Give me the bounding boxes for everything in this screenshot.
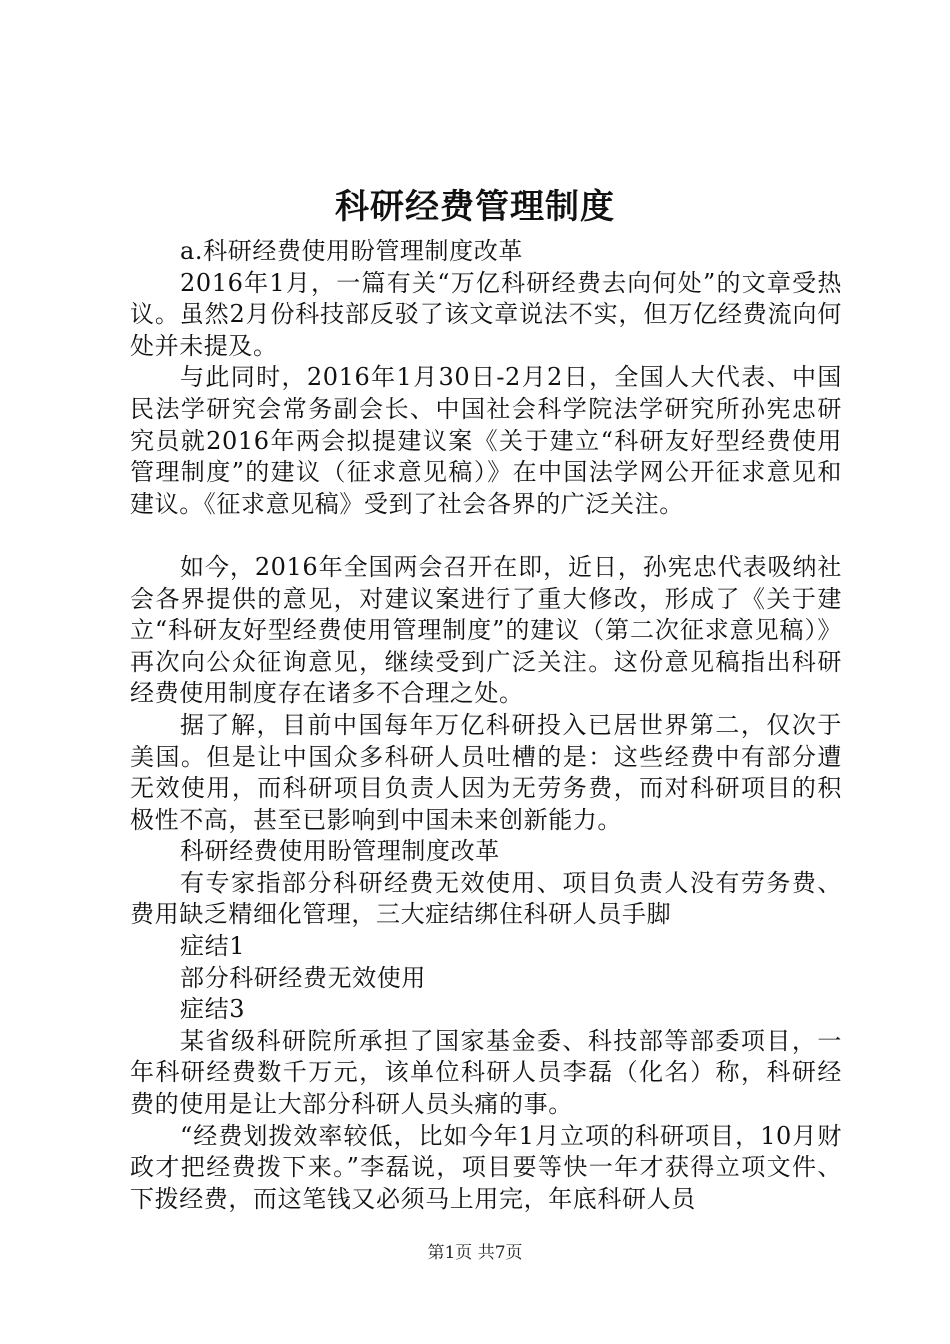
- section-heading: 部分科研经费无效使用: [180, 963, 426, 992]
- paragraph-subtitle: a.科研经费使用盼管理制度改革: [180, 237, 523, 265]
- document-title: 科研经费管理制度: [335, 187, 615, 227]
- page-number-footer: 第1页 共7页: [427, 1243, 523, 1263]
- paragraph: 与此同时，2016年1月30日-2月2日，全国人大代表、中国民法学研究会常务副会长、中国社会科学院法学研究所孙宪忠研究员就2016年两会拟提建议案《关于建立“科研友好型经费使用管理制度”的建议（征求意见稿）》在中国法学网公开征求意见和建议。《征求意见稿》受到了社会各界的广泛关注。: [130, 363, 842, 518]
- paragraph-gap: [130, 520, 842, 552]
- paragraph: 2016年1月，一篇有关“万亿科研经费去向何处”的文章受热议。虽然2月份科技部反驳了该文章说法不实，但万亿经费流向何处并未提及。: [130, 268, 842, 360]
- section-heading: 症结1: [180, 932, 246, 961]
- section-heading: 科研经费使用盼管理制度改革: [180, 837, 500, 866]
- paragraph: 有专家指部分科研经费无效使用、项目负责人没有劳务费、费用缺乏精细化管理，三大症结绑住科研人员手脚: [130, 868, 842, 929]
- section-heading: 症结3: [180, 995, 246, 1024]
- paragraph: “经费划拨效率较低，比如今年1月立项的科研项目，10月财政才把经费拨下来。”李磊说，项目要等快一年才获得立项文件、下拨经费，而这笔钱又必须马上用完，年底科研人员: [130, 1121, 842, 1213]
- paragraph: 某省级科研院所承担了国家基金委、科技部等部委项目，一年科研经费数千万元，该单位科研人员李磊（化名）称，科研经费的使用是让大部分科研人员头痛的事。: [130, 1026, 842, 1119]
- document-body: [130, 236, 842, 1215]
- paragraph: 据了解，目前中国每年万亿科研投入已居世界第二，仅次于美国。但是让中国众多科研人员吐槽的是：这些经费中有部分遭无效使用，而科研项目负责人因为无劳务费，而对科研项目的积极性不高，甚至已影响到中国未来创新能力。: [130, 710, 842, 834]
- paragraph: 如今，2016年全国两会召开在即，近日，孙宪忠代表吸纳社会各界提供的意见，对建议案进行了重大修改，形成了《关于建立“科研友好型经费使用管理制度”的建议（第二次征求意见稿）》再次向公众征询意见，继续受到广泛关注。这份意见稿指出科研经费使用制度存在诸多不合理之处。: [130, 552, 842, 708]
